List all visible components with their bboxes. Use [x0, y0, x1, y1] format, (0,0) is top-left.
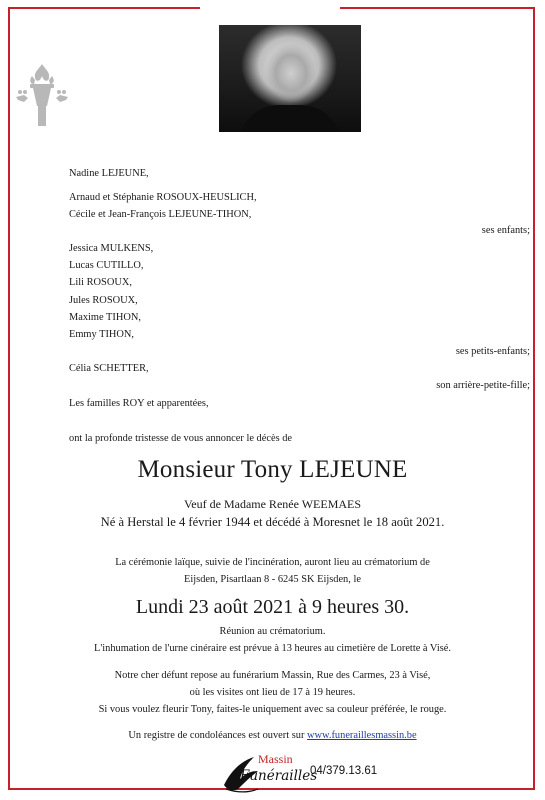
extended-families: Les familles ROY et apparentées,: [69, 398, 209, 409]
ceremony-date: Lundi 23 août 2021 à 9 heures 30.: [135, 596, 410, 618]
portrait-photo: [219, 25, 361, 132]
register-line: [0, 730, 545, 742]
visits-line-1: Notre cher défunt repose au funérarium Massin, Rue des Carmes, 23 à Visé,: [114, 670, 431, 681]
border-gap: [200, 3, 340, 12]
great-grandchildren-role: son arrière-petite-fille;: [436, 380, 530, 391]
grandchild-2: Lucas CUTILLO,: [69, 260, 144, 271]
phone-number[interactable]: 04/379.13.61: [310, 765, 378, 777]
child-3: Cécile et Jean-François LEJEUNE-TIHON,: [69, 209, 252, 220]
child-1: Nadine LEJEUNE,: [69, 168, 149, 179]
visits-line-3: Si vous voulez fleurir Tony, faites-le uniquement avec sa couleur préférée, le rouge.: [98, 704, 447, 715]
grandchild-6: Emmy TIHON,: [69, 329, 135, 340]
grandchild-4: Jules ROSOUX,: [69, 295, 138, 306]
grandchildren-role: ses petits-enfants;: [455, 346, 530, 357]
meeting-line: Réunion au crématorium.: [219, 626, 326, 637]
torch-icon: [14, 62, 70, 128]
deceased-name: Monsieur Tony LEJEUNE: [137, 456, 408, 483]
inhumation-line: L'inhumation de l'urne cinéraire est prévue à 13 heures au cimetière de Lorette à Visé.: [94, 643, 451, 654]
portrait-coat: [239, 105, 341, 132]
visits-line-2: où les visites ont lieu de 17 à 19 heures.: [189, 687, 356, 698]
grandchild-5: Maxime TIHON,: [69, 312, 141, 323]
widow-line: Veuf de Madame Renée WEEMAES: [183, 497, 362, 511]
announcement: ont la profonde tristesse de vous annoncer le décès de: [69, 433, 293, 444]
brand-funerailles: Funérailles: [240, 768, 318, 784]
child-2: Arnaud et Stéphanie ROSOUX-HEUSLICH,: [69, 192, 257, 203]
grandchild-1: Jessica MULKENS,: [69, 243, 154, 254]
ceremony-line-2: Eijsden, Pisartlaan 8 - 6245 SK Eijsden, le: [184, 574, 361, 585]
register-text: Un registre de condoléances est ouvert sur: [128, 730, 305, 741]
great-grandchild-1: Célia SCHETTER,: [69, 363, 149, 374]
brand-massin: Massin: [258, 752, 293, 766]
grandchild-3: Lili ROSOUX,: [69, 277, 132, 288]
ceremony-line-1: La cérémonie laïque, suivie de l'incinération, auront lieu au crématorium de: [115, 557, 430, 568]
register-link[interactable]: www.funeraillesmassin.be: [307, 730, 417, 741]
children-role: ses enfants;: [481, 225, 530, 236]
birth-death-line: Né à Herstal le 4 février 1944 et décédé à Moresnet le 18 août 2021.: [100, 515, 445, 529]
